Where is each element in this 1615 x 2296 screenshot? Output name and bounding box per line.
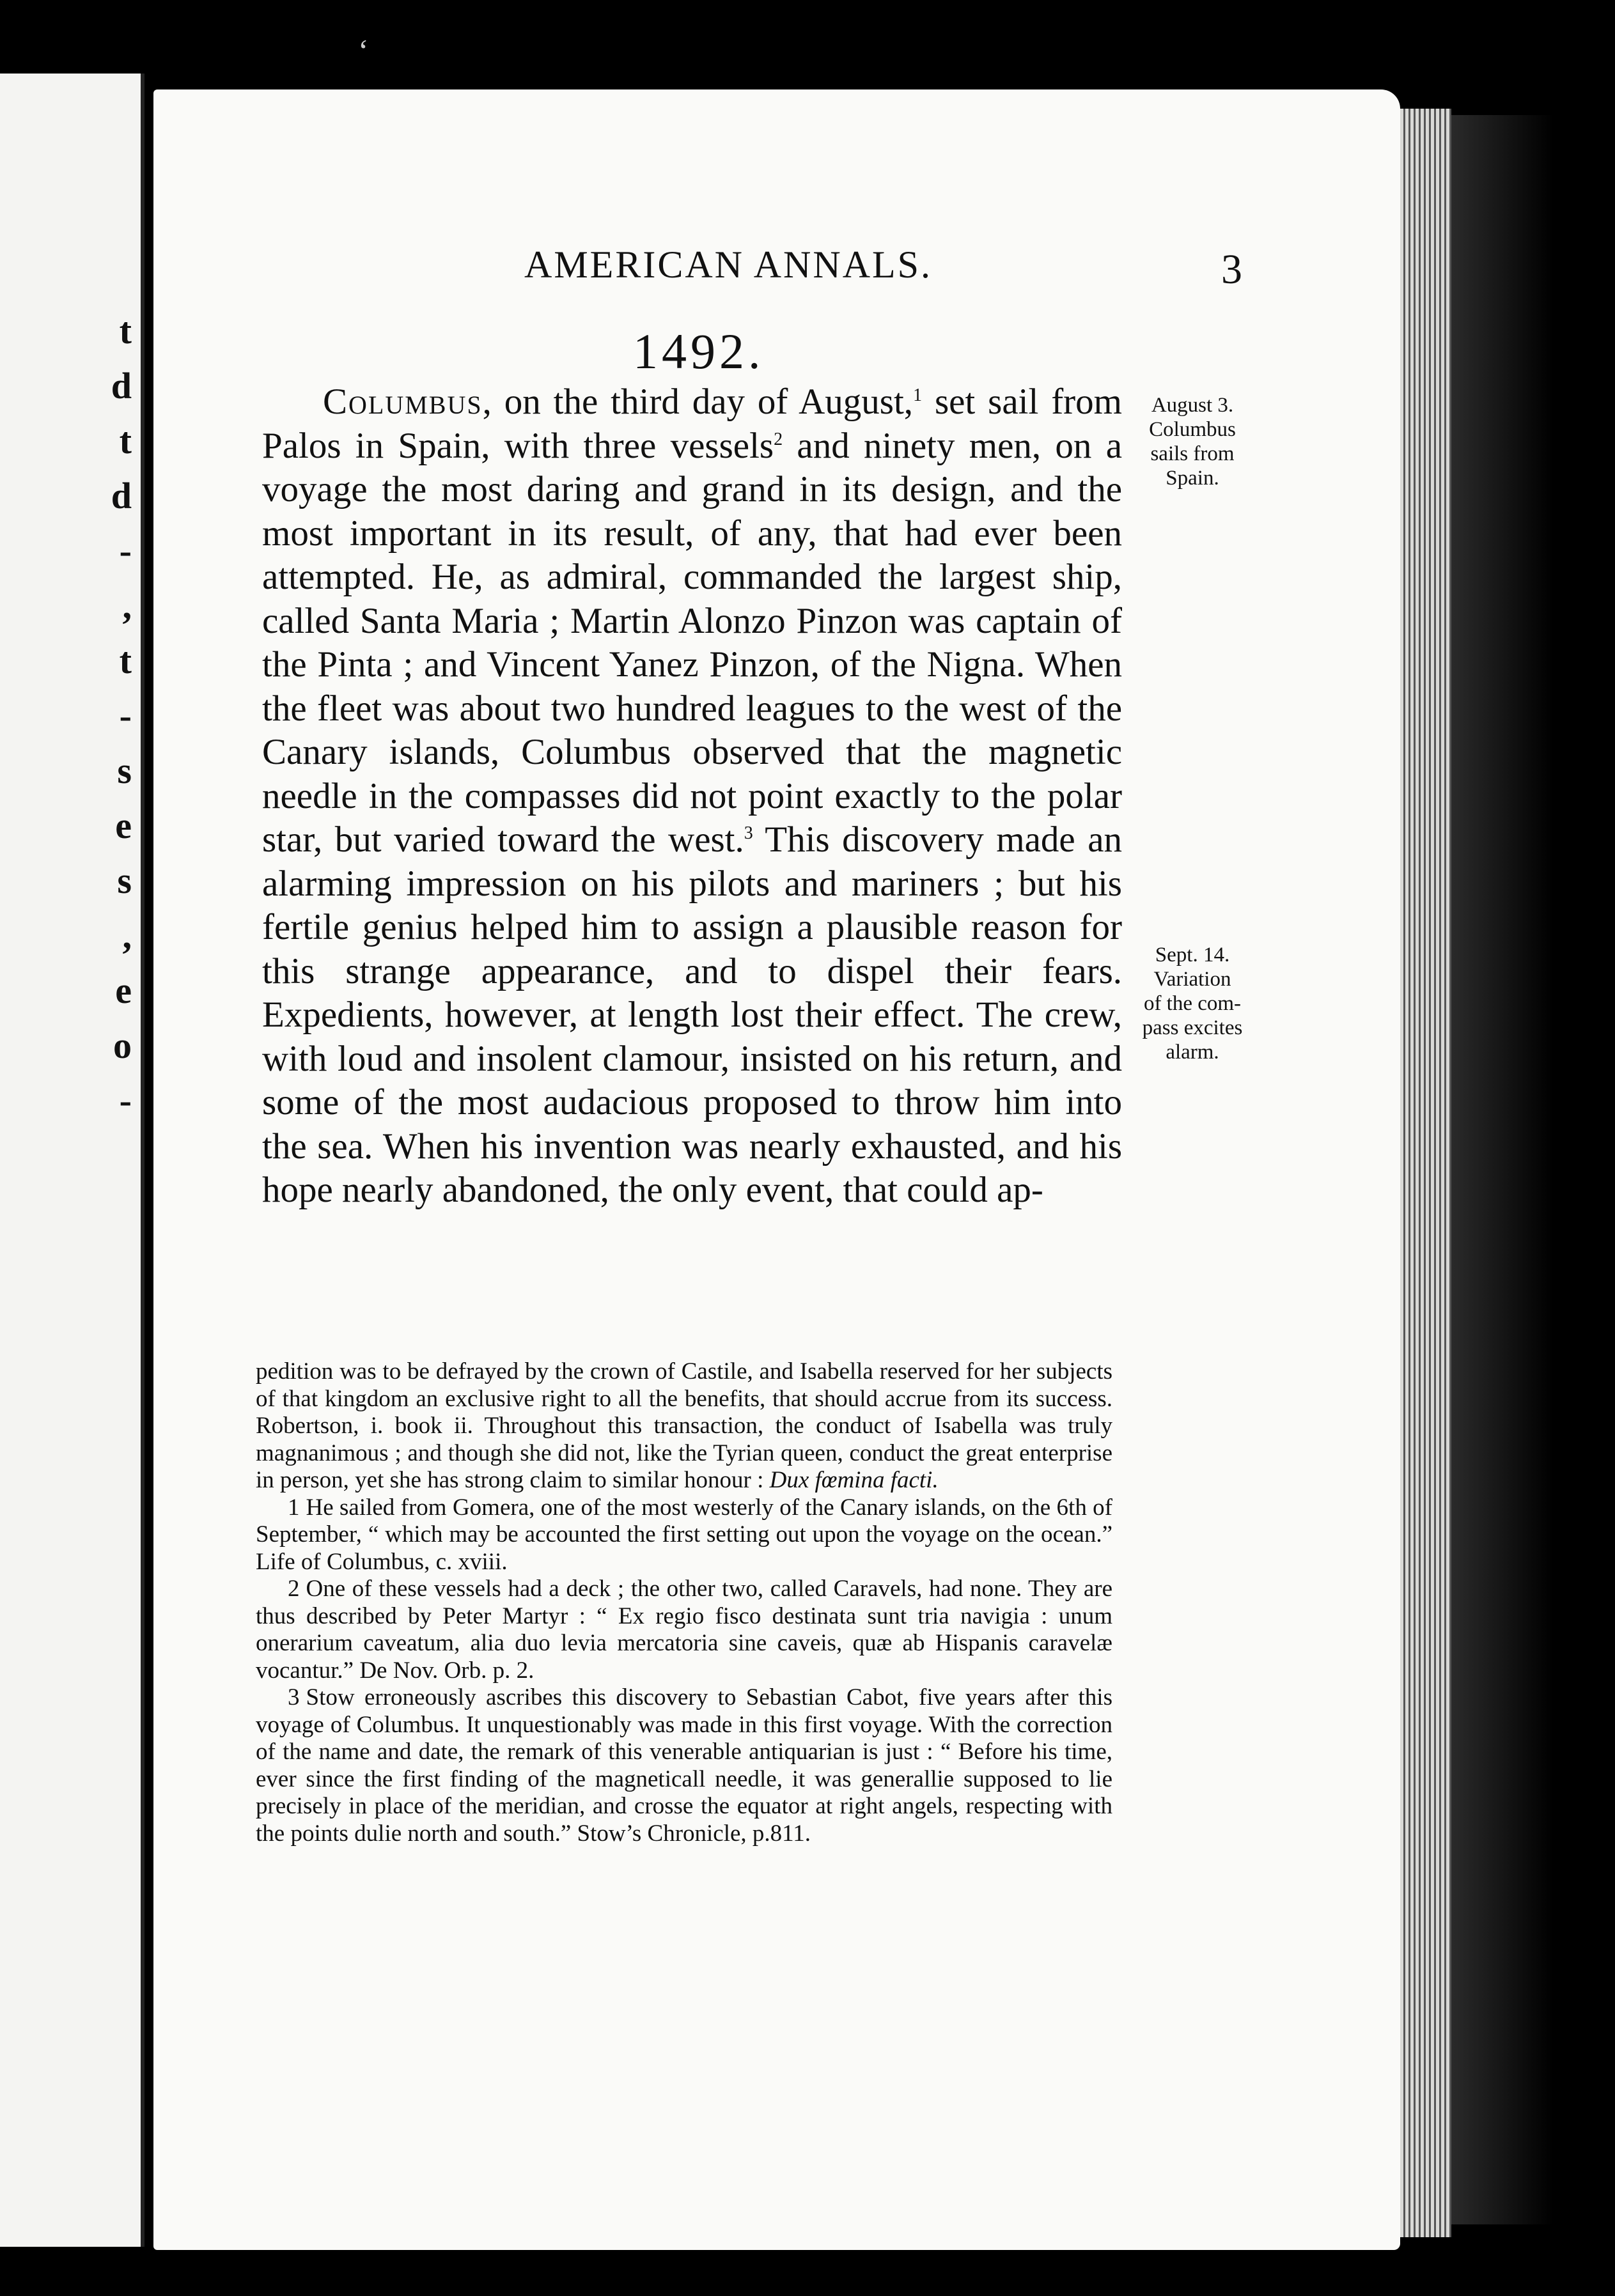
margin-note-line: pass excites (1142, 1016, 1243, 1039)
left-page-edge-letter: t (119, 640, 132, 681)
body-text-part: This discovery made an alarming impression on his pilots and mariners ; but his fertile genius helped him to assign a plausible reason for this strange appearance, and to dispel their fears. Expedients, however, at length lost their effect. The crew, with loud and insolent clamour, insisted on his return, and some of the most audacious proposed to throw him into the sea. When his invention was nearly exhausted, and his hope nearly abandoned, the only event, that could ap- (262, 819, 1123, 1210)
left-page-edge-letter: d (111, 475, 132, 516)
margin-note-line: Variation (1153, 968, 1231, 991)
year-heading: 1492. (633, 323, 765, 379)
left-page-edge-letter: - (119, 695, 132, 736)
margin-note-line: sails from (1150, 442, 1235, 465)
left-page-edge-letter: , (122, 915, 132, 956)
footnote-number: 2 (288, 1576, 300, 1602)
left-page-edge-letter: s (117, 750, 132, 791)
left-page-edge-letter: d (111, 365, 132, 407)
body-text-part: set sail from Palos in Spain, with three vessels (262, 382, 1123, 466)
page-edges (1400, 109, 1451, 2237)
footnote-ref: 2 (774, 429, 783, 449)
footnote-2 (256, 1576, 1112, 1684)
left-page-edge-letter: t (119, 420, 132, 462)
body-text-part: , on the third day of August, (482, 382, 914, 422)
left-page-edge-letter: - (119, 1080, 132, 1121)
margin-note-line: of the com- (1143, 992, 1242, 1015)
left-page-edge-letter: , (122, 585, 132, 626)
footnote-ref: 1 (913, 385, 923, 405)
margin-note-august (1132, 393, 1253, 490)
footnote-number: 3 (288, 1684, 300, 1710)
left-page-edge-letter: - (119, 530, 132, 571)
left-page-edge-letter: o (113, 1025, 132, 1066)
margin-note-line: alarm. (1166, 1041, 1219, 1064)
left-page-edge-letter: s (117, 860, 132, 901)
footnote-1 (256, 1494, 1112, 1576)
body-text-part: and ninety men, on a voyage the most daring and grand in its design, and the most important in its result, of any, that had ever been attempted. He, as admiral, commanded the largest ship, called Santa Maria ; Martin Alonzo Pinzon was captain of the Pinta ; and Vincent Yanez Pinzon, of the Nigna. When the fleet was about two hundred leagues to the west of the Canary islands, Columbus observed that the magnetic needle in the compasses did not point exactly to the polar star, but varied toward the west. (262, 425, 1122, 860)
running-title: AMERICAN ANNALS. (524, 244, 933, 286)
left-page-edge-letters (106, 304, 132, 1128)
margin-note-line: August 3. (1151, 394, 1234, 417)
footnote-text: Stow erroneously ascribes this discovery to Sebastian Cabot, five years after this voyage of Columbus. It unquestionably was made in this first voyage. With the correction of the name and date, the remark of this venerable antiquarian is just : “ Before his time, ever since the first finding of the magneticall needle, it was generallie supposed to lie precisely in place of the meridian, and crosse the equator at right angels, respecting with the points dulie north and south.” Stow’s Chronicle, p.811. (256, 1684, 1112, 1847)
page-number: 3 (1221, 246, 1242, 293)
footnote-continuation (256, 1358, 1112, 1494)
left-page-edge (0, 74, 144, 2247)
footnote-text: pedition was to be defrayed by the crown of Castile, and Isabella reserved for her subjects of that kingdom an exclusive right to all the benefits, that should accrue from its success. Robertson, i. book ii. Throughout this transaction, the conduct of Isabella was truly magnanimous ; and though she did not, like the Tyrian queen, conduct the great enterprise in person, yet she has strong claim to similar honour : (256, 1358, 1112, 1493)
footnote-ref: 3 (744, 823, 753, 843)
footnotes (256, 1358, 1112, 1847)
margin-note-september (1132, 943, 1253, 1064)
footnote-text: He sailed from Gomera, one of the most westerly of the Canary islands, on the 6th of September, “ which may be accounted the first setting out upon the voyage on the ocean.” Life of Columbus, c. xviii. (256, 1494, 1112, 1575)
footnote-quote: Dux fœmina facti. (769, 1467, 939, 1493)
lead-word: Columbus (323, 382, 483, 422)
margin-note-line: Columbus (1149, 418, 1236, 441)
margin-note-line: Spain. (1166, 467, 1219, 490)
left-page-edge-letter: e (115, 970, 132, 1011)
footnote-number: 1 (288, 1494, 300, 1521)
margin-note-line: Sept. 14. (1155, 943, 1230, 966)
scan-mark: ʻ (358, 33, 369, 68)
footnote-text: One of these vessels had a deck ; the other two, called Caravels, had none. They are thus described by Peter Martyr : “ Ex regio fisco destinata sunt tria navigia : unum onerarium caveatum, alia duo levia mercatoria sine caveis, quæ ab Hispanis caravelæ vocantur.” De Nov. Orb. p. 2. (256, 1576, 1112, 1684)
left-page-edge-letter: e (115, 805, 132, 846)
main-paragraph (262, 380, 1122, 1213)
left-page-edge-letter: t (119, 310, 132, 352)
book-cover-edge (1451, 115, 1554, 2224)
footnote-3 (256, 1684, 1112, 1847)
